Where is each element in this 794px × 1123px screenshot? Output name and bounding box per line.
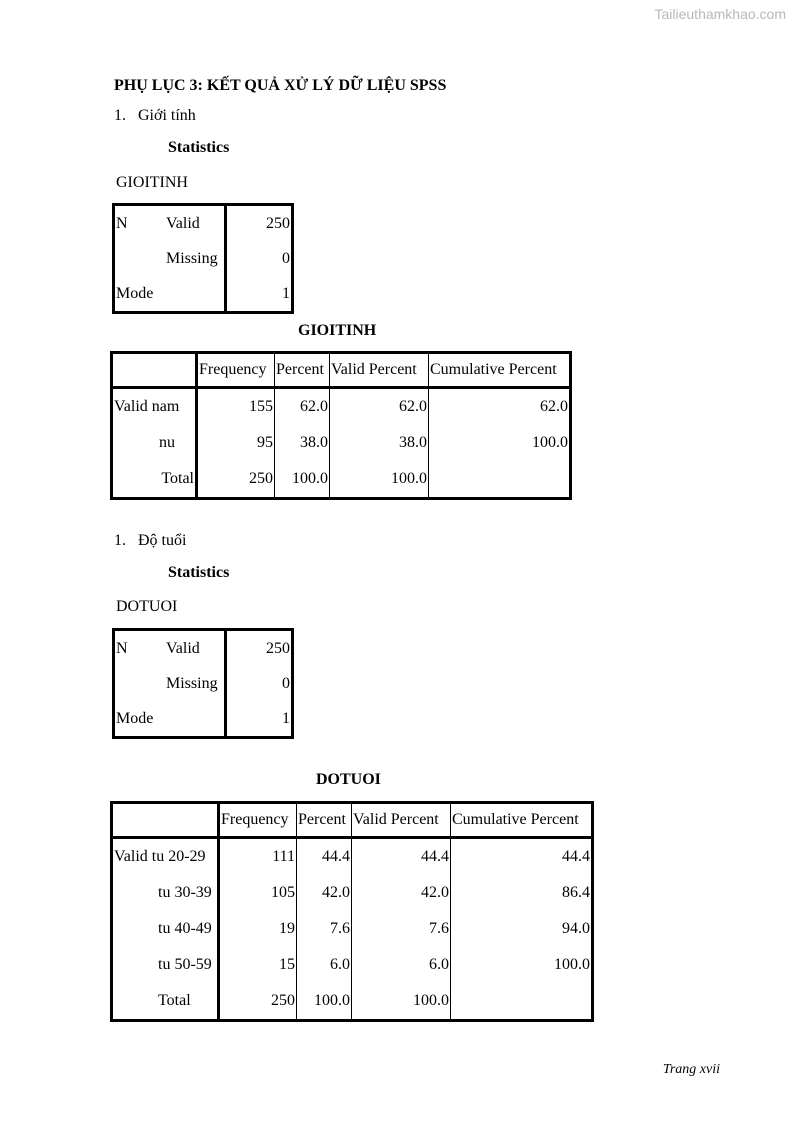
section-2-number: 1. <box>114 532 126 549</box>
percent-cell: 100.0 <box>297 983 352 1021</box>
section-2-statistics-table <box>112 628 294 739</box>
frequency-cell: 105 <box>219 875 297 911</box>
table-row <box>112 388 571 426</box>
valid-percent-cell: 62.0 <box>330 388 429 426</box>
percent-cell: 6.0 <box>297 947 352 983</box>
frequency-cell: 15 <box>219 947 297 983</box>
mode-value: 1 <box>226 701 293 738</box>
column-header: Valid Percent <box>352 803 451 838</box>
frequency-cell: 19 <box>219 911 297 947</box>
percent-cell: 42.0 <box>297 875 352 911</box>
statistics-row-valid <box>114 205 293 242</box>
section-2-statistics-heading: Statistics <box>168 564 230 581</box>
cumulative-percent-cell: 62.0 <box>429 388 571 426</box>
percent-cell: 7.6 <box>297 911 352 947</box>
row-label: nu <box>159 434 175 451</box>
section-1-heading <box>114 107 196 125</box>
mode-value: 1 <box>226 276 293 313</box>
frequency-cell: 95 <box>197 425 275 461</box>
row-label: Total <box>161 470 194 487</box>
watermark: Tailieuthamkhao.com <box>654 6 786 22</box>
column-header: Valid Percent <box>330 353 429 388</box>
valid-label: Valid <box>114 848 148 865</box>
row-label: Valid nam <box>114 398 180 415</box>
frequency-cell: 155 <box>197 388 275 426</box>
cumulative-percent-cell <box>451 983 593 1021</box>
mode-label: Mode <box>116 284 154 302</box>
missing-value: 0 <box>226 666 293 701</box>
table-row <box>112 983 593 1021</box>
table-header-row <box>112 353 571 388</box>
n-label: N <box>116 639 128 657</box>
section-2-frequency-table <box>110 801 594 1022</box>
valid-percent-cell: 100.0 <box>330 461 429 499</box>
section-2-frequency-title: DOTUOI <box>316 771 381 788</box>
percent-cell: 100.0 <box>275 461 330 499</box>
page-title: PHỤ LỤC 3: KẾT QUẢ XỬ LÝ DỮ LIỆU SPSS <box>114 77 447 94</box>
valid-percent-cell: 7.6 <box>352 911 451 947</box>
table-row <box>112 425 571 461</box>
cumulative-percent-cell: 86.4 <box>451 875 593 911</box>
section-1-statistics-heading: Statistics <box>168 139 230 156</box>
section-1-title: Giới tính <box>138 107 196 124</box>
row-label: Total <box>158 992 191 1009</box>
column-header: Cumulative Percent <box>429 353 571 388</box>
table-row <box>112 911 593 947</box>
row-label: tu 30-39 <box>158 884 212 901</box>
column-header: Frequency <box>219 803 297 838</box>
cumulative-percent-cell: 94.0 <box>451 911 593 947</box>
section-2-statistics-variable: DOTUOI <box>116 598 178 615</box>
statistics-row-mode <box>114 276 293 313</box>
missing-label: Missing <box>166 249 218 267</box>
table-header-row <box>112 803 593 838</box>
valid-label: Valid <box>114 398 148 415</box>
column-header: Frequency <box>197 353 275 388</box>
statistics-row-mode <box>114 701 293 738</box>
valid-label: Valid <box>166 214 200 232</box>
valid-percent-cell: 42.0 <box>352 875 451 911</box>
row-label: tu 50-59 <box>158 956 212 973</box>
cumulative-percent-cell: 100.0 <box>429 425 571 461</box>
section-1-statistics-variable: GIOITINH <box>116 174 188 191</box>
column-header: Percent <box>275 353 330 388</box>
table-row <box>112 947 593 983</box>
section-2-heading <box>114 532 186 550</box>
valid-percent-cell: 38.0 <box>330 425 429 461</box>
cumulative-percent-cell: 100.0 <box>451 947 593 983</box>
percent-cell: 62.0 <box>275 388 330 426</box>
frequency-cell: 250 <box>197 461 275 499</box>
section-1-frequency-title: GIOITINH <box>298 322 377 339</box>
table-row <box>112 875 593 911</box>
cumulative-percent-cell <box>429 461 571 499</box>
table-row <box>112 838 593 876</box>
frequency-cell: 250 <box>219 983 297 1021</box>
row-label: tu 40-49 <box>158 920 212 937</box>
section-1-statistics-table <box>112 203 294 314</box>
section-2-title: Độ tuổi <box>138 532 187 549</box>
valid-percent-cell: 44.4 <box>352 838 451 876</box>
valid-percent-cell: 6.0 <box>352 947 451 983</box>
row-label: Valid tu 20-29 <box>114 848 206 865</box>
missing-label: Missing <box>166 674 218 692</box>
valid-value: 250 <box>226 630 293 667</box>
n-label: N <box>116 214 128 232</box>
statistics-row-missing <box>114 666 293 701</box>
column-header: Cumulative Percent <box>451 803 593 838</box>
page-number: Trang xvii <box>662 1062 720 1077</box>
frequency-cell: 111 <box>219 838 297 876</box>
statistics-row-valid <box>114 630 293 667</box>
valid-percent-cell: 100.0 <box>352 983 451 1021</box>
percent-cell: 44.4 <box>297 838 352 876</box>
section-1-number: 1. <box>114 107 126 124</box>
cumulative-percent-cell: 44.4 <box>451 838 593 876</box>
valid-value: 250 <box>226 205 293 242</box>
valid-label: Valid <box>166 639 200 657</box>
percent-cell: 38.0 <box>275 425 330 461</box>
section-1-frequency-table <box>110 351 572 500</box>
statistics-row-missing <box>114 241 293 276</box>
missing-value: 0 <box>226 241 293 276</box>
table-row <box>112 461 571 499</box>
mode-label: Mode <box>116 709 154 727</box>
column-header: Percent <box>297 803 352 838</box>
